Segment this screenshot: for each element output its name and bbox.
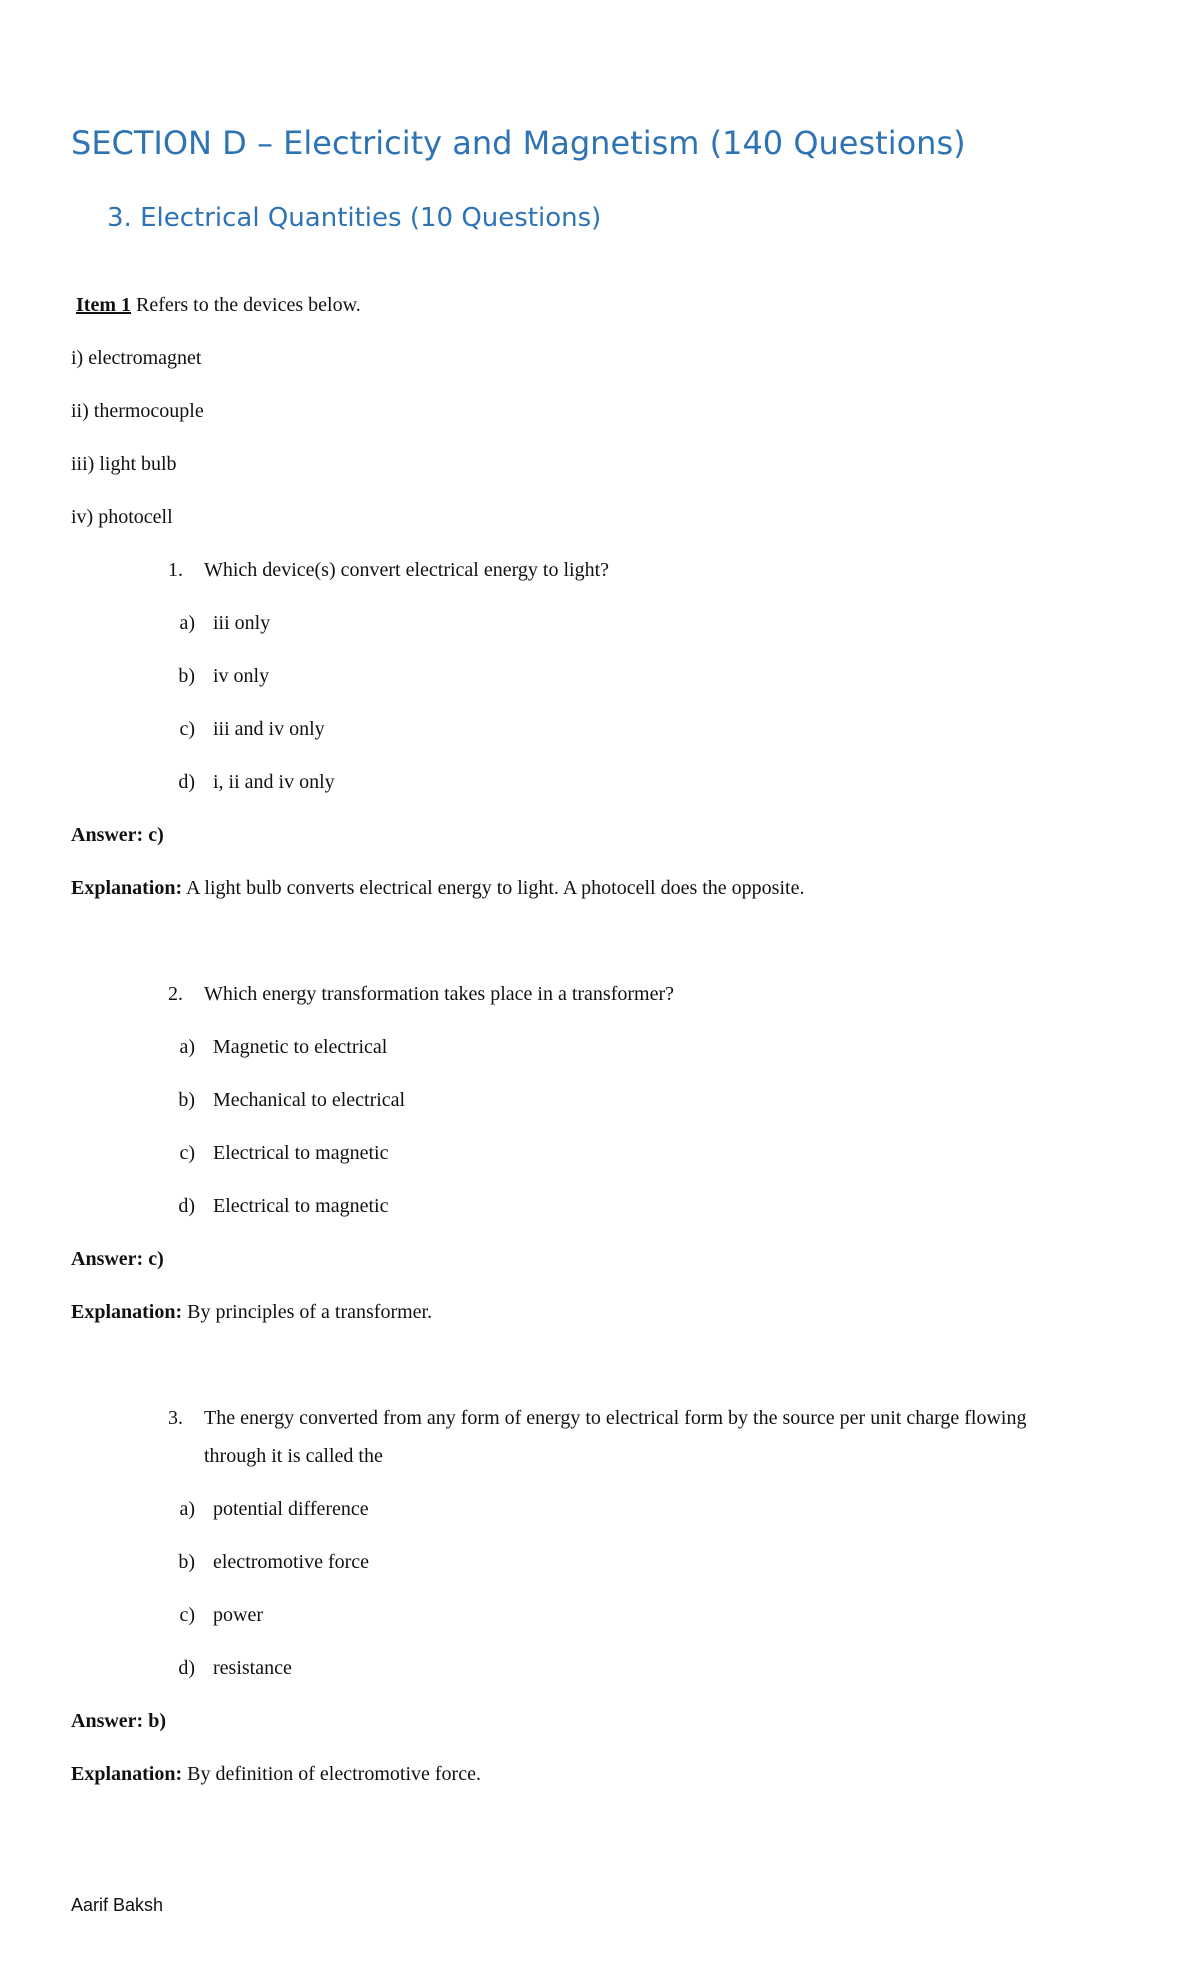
option-label: a) xyxy=(179,1036,195,1058)
footer-author: Aarif Baksh xyxy=(71,1895,164,1915)
explanation-label: Explanation: xyxy=(71,1763,183,1785)
question-text: Which energy transformation takes place in a transformer? xyxy=(204,983,674,1005)
option-text: iii and iv only xyxy=(213,718,325,740)
option-label: b) xyxy=(178,1089,195,1111)
option-text: iii only xyxy=(213,612,271,634)
answer: Answer: c) xyxy=(71,824,164,846)
device-item: iv) photocell xyxy=(71,506,173,528)
option-label: d) xyxy=(178,1657,195,1679)
explanation-label: Explanation: xyxy=(71,1301,183,1323)
option-text: Mechanical to electrical xyxy=(213,1089,406,1111)
explanation-label: Explanation: xyxy=(71,877,183,899)
question-number: 3. xyxy=(168,1407,183,1429)
explanation xyxy=(71,1762,481,1786)
question-text-line2: through it is called the xyxy=(204,1445,383,1467)
item-intro xyxy=(76,293,361,317)
option-label: d) xyxy=(178,1195,195,1217)
option-label: b) xyxy=(178,665,195,687)
option-text: power xyxy=(213,1604,263,1626)
device-item: iii) light bulb xyxy=(71,453,177,475)
answer: Answer: c) xyxy=(71,1248,164,1270)
option-label: b) xyxy=(178,1551,195,1573)
explanation xyxy=(71,1300,432,1324)
option-text: Electrical to magnetic xyxy=(213,1142,389,1164)
option-label: c) xyxy=(179,718,195,740)
option-label: a) xyxy=(179,1498,195,1520)
explanation-text: By principles of a transformer. xyxy=(182,1301,433,1323)
question-number: 2. xyxy=(168,983,183,1005)
item-text: Refers to the devices below. xyxy=(130,294,361,316)
device-item: i) electromagnet xyxy=(71,347,202,369)
item-label: Item 1 xyxy=(76,294,131,316)
answer: Answer: b) xyxy=(71,1710,166,1732)
option-label: c) xyxy=(179,1142,195,1164)
explanation xyxy=(71,876,804,900)
option-text: Magnetic to electrical xyxy=(213,1036,388,1058)
option-label: c) xyxy=(179,1604,195,1626)
option-text: Electrical to magnetic xyxy=(213,1195,389,1217)
subsection-title: 3. Electrical Quantities (10 Questions) xyxy=(107,203,602,233)
section-title: SECTION D – Electricity and Magnetism (140 Questions) xyxy=(71,124,966,162)
option-text: i, ii and iv only xyxy=(213,771,335,793)
device-item: ii) thermocouple xyxy=(71,400,204,422)
question-text: Which device(s) convert electrical energy to light? xyxy=(204,559,609,581)
option-label: d) xyxy=(178,771,195,793)
question-text-line1: The energy converted from any form of energy to electrical form by the source per unit charge flowing xyxy=(204,1407,1027,1429)
explanation-text: By definition of electromotive force. xyxy=(182,1763,481,1785)
explanation-text: A light bulb converts electrical energy to light. A photocell does the opposite. xyxy=(182,877,805,899)
option-text: iv only xyxy=(213,665,270,687)
option-text: resistance xyxy=(213,1657,292,1679)
question-number: 1. xyxy=(168,559,183,581)
option-text: electromotive force xyxy=(213,1551,370,1573)
option-text: potential difference xyxy=(213,1498,369,1520)
option-label: a) xyxy=(179,612,195,634)
